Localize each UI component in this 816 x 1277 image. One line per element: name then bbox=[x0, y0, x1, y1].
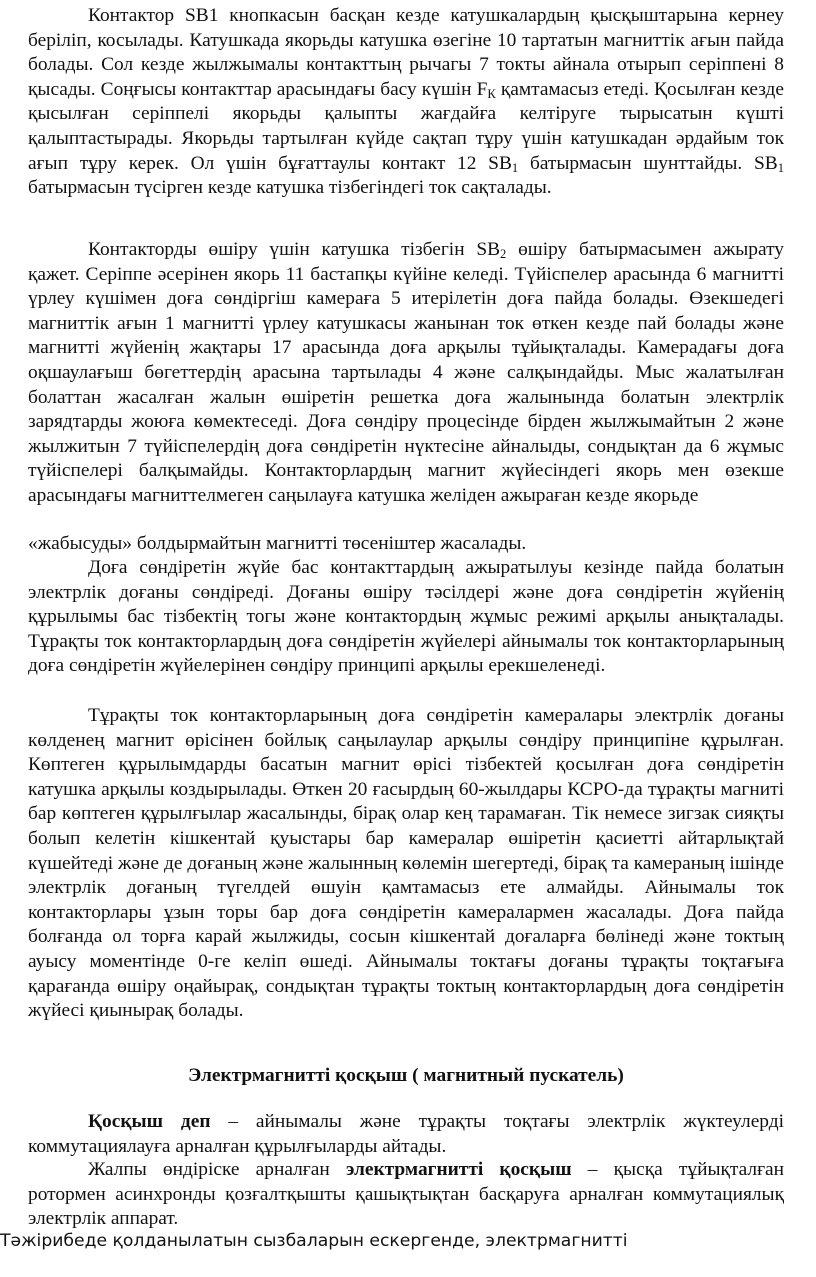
section-heading: Электрмагнитті қосқыш ( магнитный пускатель) bbox=[188, 1065, 624, 1086]
subscript: 1 bbox=[511, 160, 519, 175]
paragraph-contactor-off bbox=[28, 238, 784, 509]
paragraph-contactor-off-last-line bbox=[28, 532, 784, 557]
term-bold: Қосқыш деп bbox=[88, 1111, 211, 1132]
footer-text-line: Тәжірибеде қолданылатын сызбаларын ескергенде, электрмагнитті bbox=[0, 1231, 628, 1251]
paragraph-text: – қысқа тұйықталған ротормен асинхронды қозғалтқышты қашықтықтан басқаруға арналған коммутациялық электрлік аппарат. bbox=[28, 1159, 784, 1230]
paragraph-text: батырмасын түсірген кезде катушка тізбегіндегі ток сақталады. bbox=[28, 177, 552, 199]
paragraph-contactor-on bbox=[28, 4, 784, 201]
paragraph-electromagnetic-starter bbox=[28, 1158, 784, 1232]
paragraph-text: – айнымалы және тұрақты тоқтағы электрлік жүктеулерді коммутациялауға арналған құрылғыларды айтады. bbox=[28, 1111, 784, 1157]
paragraph-text: «жабысуды» болдырмайтын магнитті төсеніштер жасалады. bbox=[28, 533, 527, 554]
paragraph-starter-definition bbox=[28, 1110, 784, 1159]
paragraph-text: Контакторды өшіру үшін катушка тізбегін SB bbox=[88, 239, 501, 260]
paragraph-dc-contactors bbox=[28, 704, 784, 1024]
paragraph-text: батырмасын шунттайды. SB bbox=[518, 152, 778, 174]
paragraph-text: Тұрақты ток контакторларының доға сөндіретін камералары электрлік доғаны көлденең магнит өрісінен бойлық саңылаулар арқылы сөндіру принципіне құрылған. Көптеген құрылымдарды басатын магнит өрісі тізбектей қосылған доға сөндіретін катушка арқылы коздырылады. Өткен 20 ғасырдың 60-жылдары КСРО-да тұрақты магниті бар көптеген құрылғылар жасалынды, бірақ олар кең тарамаған. Тік немесе зигзак сияқты болып келетін кішкентай қуыстары бар камералар өшіретін қасиетті айтарлықтай күшейтеді және де доғаның және жалынның көлемін шегертеді, бірақ та камераның ішінде электрлік доғаның түгелдей өшуін қамтамасыз ете алмайды. Айнымалы ток контакторлары ұзын торы бар доға сөндіретін камералармен жасалады. Доға пайда болғанда ол торға карай жылжиды, сосын кішкентай доғаларға бөлінеді және токтың ауысу моментінде 0-ге келіп өшеді. Айнымалы токтағы доғаны тұрақты тоқтағыға қарағанда өшіру оңайырақ, сондықтан тұрақты токтың контакторлардың доға сөндіретін жүйесі қиынырақ болады. bbox=[28, 705, 784, 1022]
paragraph-text: қамтамасыз етеді. Қосылған кезде қысылған серіппелі якорьды қалыпты жағдайға келтіруге тырысатын күшті қалыптастырады. Якорьды тартылған күйде сақтап тұру үшін катушкадан әрдайым ток ағып тұру керек. Ол үшін бұғаттаулы контакт 12 SB bbox=[28, 78, 785, 174]
paragraph-text: Доға сөндіретін жүйе бас контакттардың ажыратылуы кезінде пайда болатын электрлік доғаны сөндіреді. Доғаны өшіру тәсілдері және доға сөндіретін жүйенің құрылымы бас тізбектің тогы және контактордың жұмыс режимі арқылы анықталады. Тұрақты ток контакторлардың доға сөндіретін жүйелері айнымалы ток контакторларының доға сөндіретін жүйелерінен сөндіру принципі арқылы ерекшеленеді. bbox=[28, 557, 784, 677]
paragraph-text: Контактор SB1 кнопкасын басқан кезде катушкалардың қысқыштарына кернеу беріліп, косылады. Катушкада якорьды катушка өзегіне 10 тартатын магниттік ағын пайда болады. Сол кезде жылжымалы контакттың рычагы 7 токты айнала отырып серіппені 8 қысады. Соңғысы контакттар арасындағы басу күшін F bbox=[28, 5, 784, 100]
subscript: 2 bbox=[500, 247, 507, 262]
subscript: К bbox=[487, 86, 496, 101]
paragraph-arc-system bbox=[28, 556, 784, 679]
term-bold: электрмагнитті қосқыш bbox=[345, 1159, 572, 1180]
subscript: 1 bbox=[777, 160, 785, 175]
paragraph-text: өшіру батырмасымен ажырату қажет. Серіппе әсерінен якорь 11 бастапқы күйіне келеді. Түйіспелер арасында 6 магнитті үрлеу күшімен доға сөндіргіш камераға 5 итерілетін доға пайда болады. Өзекшедегі магниттік ағын 1 магнитті үрлеу катушкасы жанынан ток өткен кезде пай болады және магнитті жүйенің жақтары 17 арасында доға арқылы тұйықталады. Камерадағы доға оқшаулағыш бөгеттердің арасына тартылады 4 және салқындайды. Мыс жалатылған болаттан жасалған жалын өшіретін решетка доға жалынында болатын электрлік зарядтарды жоюға көмектеседі. Доға сөндіру процесінде бірден жылжымайтын 2 және жылжитын 7 түйіспелердің доға сөндіретін нүктесіне айналыды, сондықтан да 6 жұмыс түйіспелері балқымайды. Контакторлардың магнит жүйесіндегі якорь мен өзекше арасындағы магниттелмеген саңылауға катушка желіден ажыраған кезде якорьде bbox=[28, 239, 784, 506]
paragraph-text: Жалпы өндіріске арналған bbox=[88, 1159, 346, 1180]
